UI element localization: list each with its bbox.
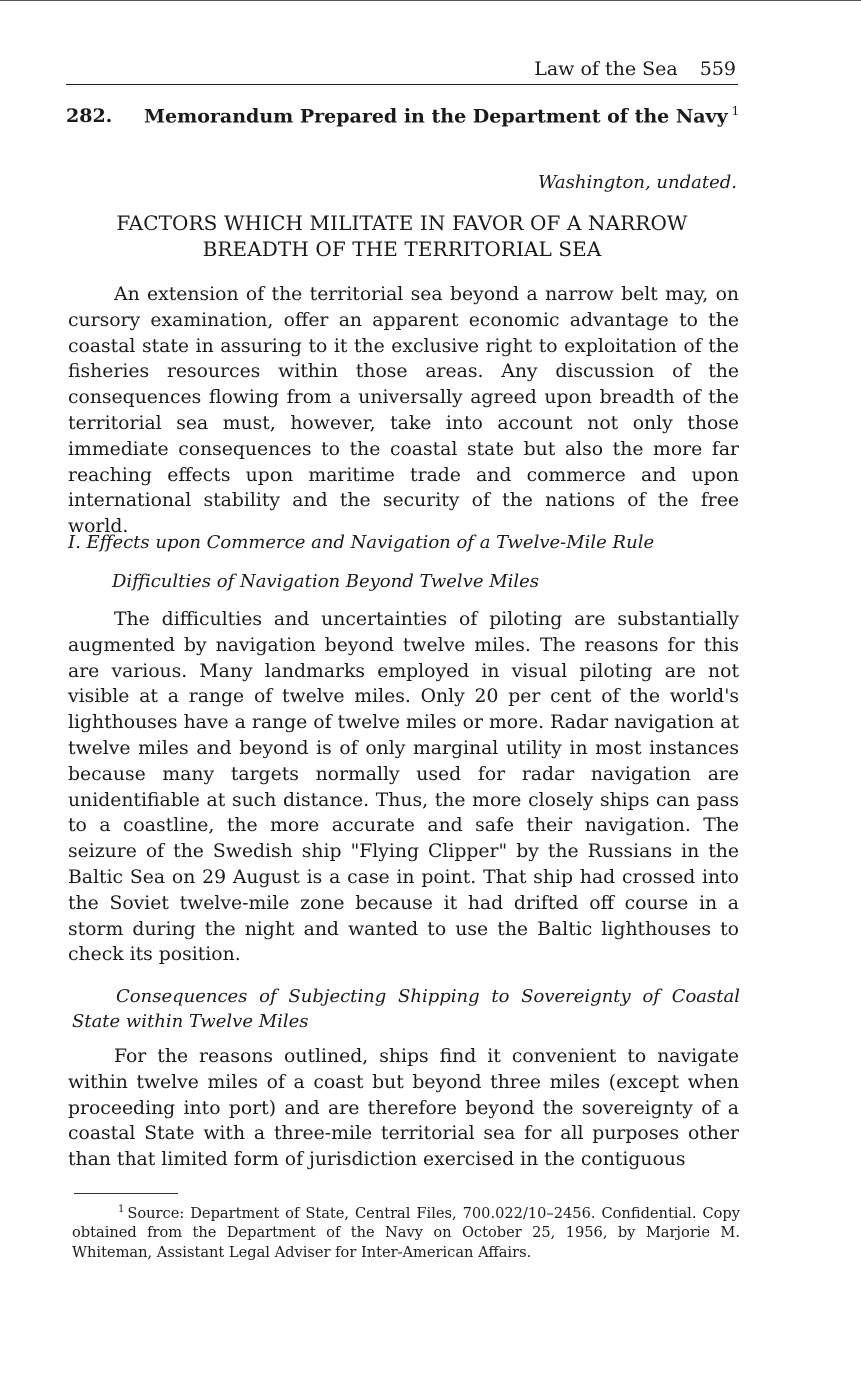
navigation-paragraph: The difficulties and uncertainties of piloting are substantially augmented by navigation beyond twelve miles. The reasons for this are various. Many landmarks employed in visual piloting are not visible at a range of twelve miles. Only 20 per cent of the world's lighthouses have a range of twelve miles or more. Radar navigation at twelve miles and beyond is of only marginal utility in most instances because many targets normally used for radar navigation are unidentifiable at such distance. Thus, the more closely ships can pass to a coastline, the more accurate and safe their navigation. The seizure of the Swedish ship "Flying Clipper" by the Russians in the Baltic Sea on 29 August is a case in point. That ship had crossed into the Soviet twelve-mile zone because it had drifted off course in a storm during the night and wanted to use the Baltic lighthouses to check its position.: [68, 609, 739, 966]
subsection-heading-navigation: Difficulties of Navigation Beyond Twelve Miles: [112, 571, 540, 592]
footnote-marker: 1: [118, 1204, 125, 1215]
footnote-divider: [74, 1193, 178, 1194]
subsection-heading-sovereignty: Consequences of Subjecting Shipping to Sovereignty of Coastal State within Twelve Miles: [72, 986, 740, 1032]
document-number: 282.: [66, 105, 113, 128]
top-edge-rule: [0, 0, 861, 1]
heading-footnote-marker: 1: [731, 104, 740, 118]
running-head-title: Law of the Sea: [534, 58, 678, 80]
place-date: Washington, undated.: [537, 172, 737, 193]
running-head: [66, 58, 738, 85]
document-heading-text: Memorandum Prepared in the Department of the Navy: [144, 105, 728, 128]
memorandum-title: FACTORS WHICH MILITATE IN FAVOR OF A NARROW BREADTH OF THE TERRITORIAL SEA: [116, 211, 688, 261]
document-heading: [66, 104, 746, 127]
section-heading: I. Effects upon Commerce and Navigation of a Twelve-Mile Rule: [68, 532, 655, 553]
sovereignty-paragraph: For the reasons outlined, ships find it convenient to navigate within twelve miles of a coast but beyond three miles (except when proceeding into port) and are therefore beyond the sovereignty of a coastal State with a three-mile territorial sea for all purposes other than that limited form of jurisdiction exercised in the contiguous: [68, 1046, 739, 1171]
footnote-text: Source: Department of State, Central Files, 700.022/10–2456. Confidential. Copy obtained from the Department of the Navy on October 25, 1956, by Marjorie M. Whiteman, Assistant Legal Adviser for Inter-American Affairs.: [72, 1204, 740, 1261]
intro-paragraph: An extension of the territorial sea beyond a narrow belt may, on cursory examination, offer an apparent economic advantage to the coastal state in assuring to it the exclusive right to exploitation of the fisheries resources within those areas. Any discussion of the consequences flowing from a universally agreed upon breadth of the territorial sea must, however, take into account not only those immediate consequences to the coastal state but also the more far reaching effects upon maritime trade and commerce and upon international stability and the security of the nations of the free world.: [68, 284, 739, 538]
page-number: 559: [699, 58, 736, 80]
footnote: [72, 1200, 740, 1262]
